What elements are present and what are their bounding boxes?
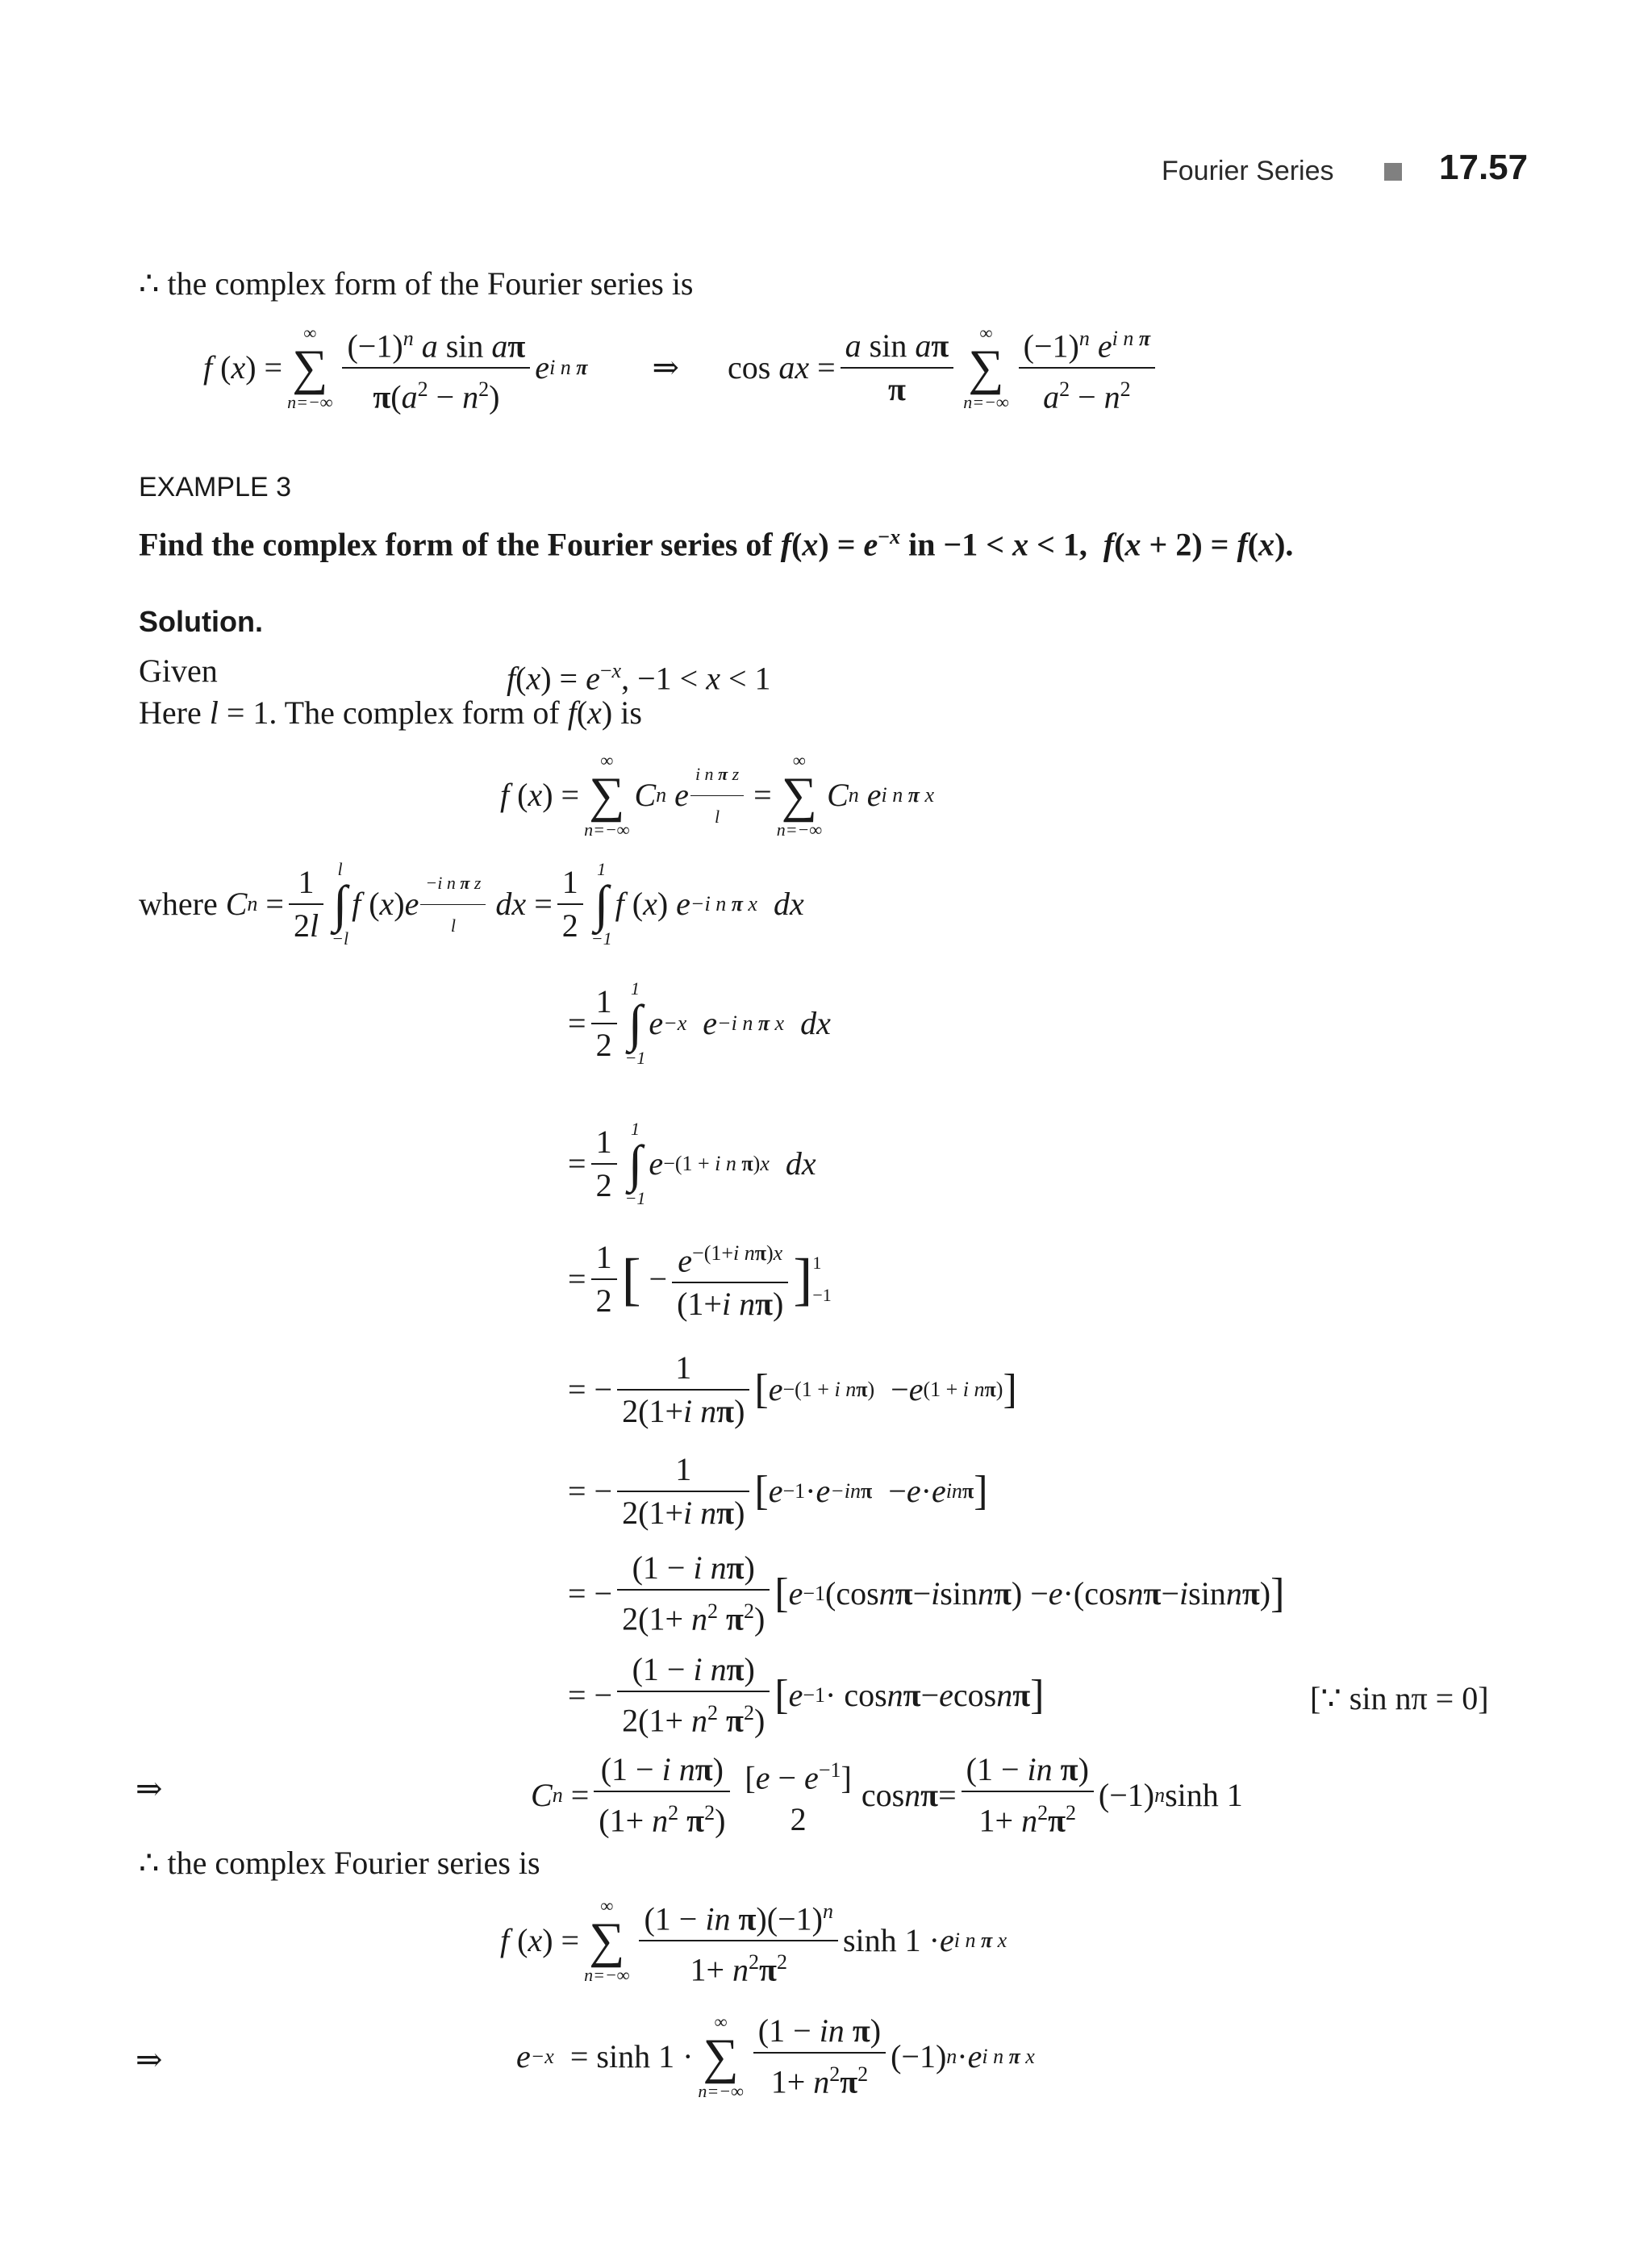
implies-symbol-2: ⇒ bbox=[136, 2041, 163, 2078]
running-header bbox=[1162, 152, 1334, 190]
section-title: Fourier Series bbox=[1162, 156, 1334, 186]
solution-label: Solution. bbox=[139, 605, 263, 638]
step-1: = $\frac{1}{2}$ 1 ∫ −1 e −x e −i n π x dx bbox=[568, 978, 831, 1068]
equation-cn-definition: where C n = $\frac{1}{2l}$ l ∫ −l f ( x ) e $\frac{\text{−i n π z}}{l}$ dx = $\frac{1}{2}$ 1 ∫ −1 f ( x ) e −i n π x dx bbox=[139, 859, 804, 949]
page-number: 17.57 bbox=[1439, 148, 1529, 187]
equation-fx-series: f ( x ) = ∞ ∑ n=−∞ $\frac{(-1)^n a \sin a\pi}{\pi(a^2 - n^2)}$ e i n π ⇒ cos ax = $\frac{\text{a sin aπ}}{\pi}$ ∞ ∑ n=−∞ $\frac{(-1)^n e^{i n \pi}}{a^2 - n^2}$ bbox=[203, 319, 1160, 417]
equation-complex-form: f ( x ) = ∞ ∑ n=−∞ C n e $\frac{\text{i n π z}}{l}$ = ∞ ∑ n=−∞ C n e i n π x bbox=[500, 750, 935, 840]
equation-fourier-series: f ( x ) = ∞ ∑ n=−∞ $\frac{(1 - in \pi)(-1)^n}{1+ n^2\pi^2}$ sinh 1 · e i n π x bbox=[500, 1895, 1007, 1988]
step-6: = − $\frac{\text{(1 − i nπ)}}{2(1+ n^2 \pi^2)}$ [ e −1 (cos n π − i sin n π ) − e ·(cos n π − i sin n π ) ] bbox=[568, 1549, 1285, 1637]
given-label: Given bbox=[139, 653, 218, 689]
header-square-icon bbox=[1384, 163, 1402, 181]
intro-text: ∴ the complex form of the Fourier series is bbox=[139, 265, 694, 302]
step-7: = − $\frac{\text{(1 − i nπ)}}{2(1+ n^2 \pi^2)}$ [ e −1 · cos n π − e cos n π ] bbox=[568, 1651, 1045, 1739]
here-l-text: Here l = 1. The complex form of f(x) is bbox=[139, 694, 642, 731]
step-2: = $\frac{1}{2}$ 1 ∫ −1 e −(1 + i n π)x dx bbox=[568, 1119, 816, 1208]
where-label: where bbox=[139, 886, 218, 922]
because-note: [∵ sin nπ = 0] bbox=[1310, 1680, 1489, 1716]
example-label: EXAMPLE 3 bbox=[139, 472, 291, 502]
step-5: = − $\frac{1}{\text{2(1+i nπ)}}$ [ e −1 · e −inπ − e · e inπ ] bbox=[568, 1451, 988, 1531]
equation-final: e −x = sinh 1 · ∞ ∑ n=−∞ $\frac{\text{(1 − in π)}}{1+ n^2\pi^2}$ (−1) n · e i n π x bbox=[516, 2012, 1035, 2101]
example-problem: Find the complex form of the Fourier series of $f(x) = e^{-x}$ in −1 < x < 1, f(x + 2) = f(x). bbox=[139, 525, 1294, 563]
step-4: = − $\frac{1}{\text{2(1+i nπ)}}$ [ e −(1 + i nπ) − e (1 + i nπ) ] bbox=[568, 1349, 1017, 1429]
implies-symbol-1: ⇒ bbox=[136, 1770, 163, 1807]
equation-cn-result: C n = $\frac{\text{(1 − i nπ)}}{(1+ n^2 \pi^2)}$ $[e - e^{-1}]$ 2 cos n π = $\frac{\text{(1 − in π)}}{1+ n^2\pi^2}$ (−1) n sinh 1 bbox=[531, 1751, 1243, 1839]
step-3: = $\frac{1}{2}$ [ − $\frac{e^{-(1+i n\pi)x}}{\text{(1+i nπ)}}$ ] 1 −1 bbox=[568, 1238, 832, 1323]
therefore-series-text: ∴ the complex Fourier series is bbox=[139, 1845, 540, 1881]
given-equation: $f(x) = e^{-x}$, −1 < x < 1 bbox=[507, 659, 771, 697]
